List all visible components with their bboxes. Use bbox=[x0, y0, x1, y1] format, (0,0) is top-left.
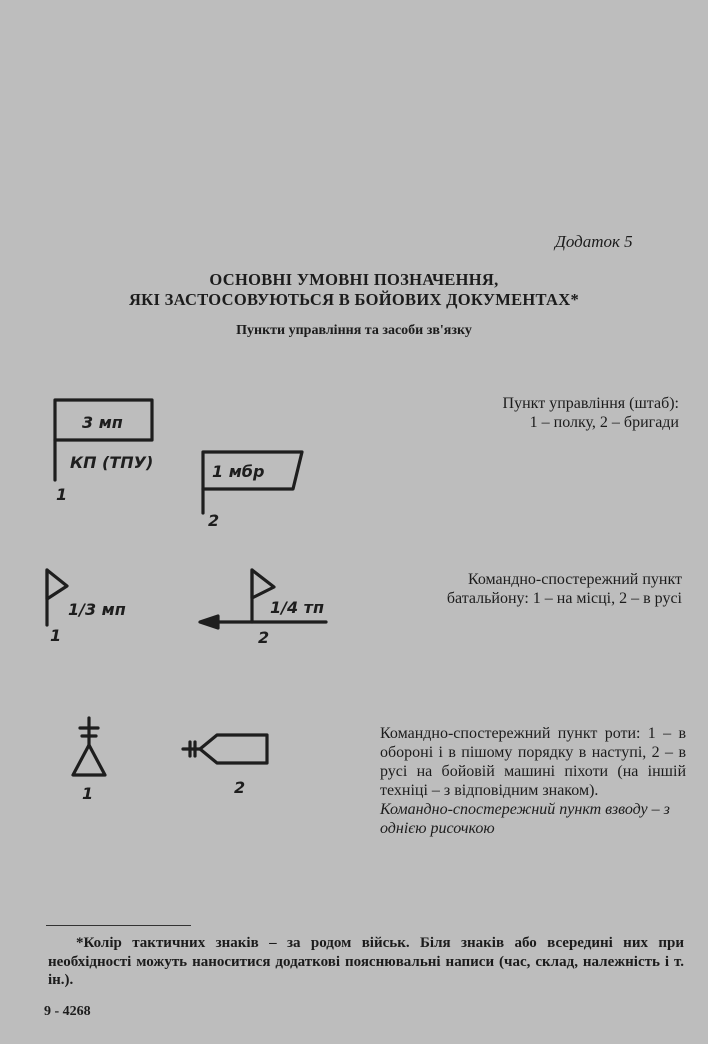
company-post-ifv-sign bbox=[183, 735, 267, 797]
sign-number-1b: 1 bbox=[50, 626, 62, 645]
battalion-flag-triangle-1 bbox=[47, 570, 67, 599]
command-post-desc-line1: Пункт управління (штаб): bbox=[502, 395, 679, 412]
battalion-post-desc-line1: Командно-спостережний пункт bbox=[467, 571, 682, 588]
battalion-post-description bbox=[380, 570, 682, 608]
footnote-rule bbox=[46, 925, 191, 926]
brigade-command-post-sign bbox=[203, 452, 302, 530]
sign-number-1a: 1 bbox=[56, 485, 68, 504]
sign-number-2b: 2 bbox=[258, 628, 270, 647]
company-post-triangle bbox=[73, 745, 105, 775]
regiment-command-post-sign bbox=[55, 400, 153, 504]
page-code: 9 - 4268 bbox=[44, 1004, 91, 1019]
tactical-signs-figure bbox=[30, 385, 340, 805]
sign-number-2c: 2 bbox=[234, 778, 246, 797]
regiment-post-label: КП (ТПУ) bbox=[70, 453, 154, 472]
battalion-post-desc-line2: батальйону: 1 – на місці, 2 – в русі bbox=[446, 590, 682, 607]
battalion-flag-triangle-2 bbox=[252, 570, 274, 598]
battalion-post-moving-sign bbox=[200, 570, 326, 647]
regiment-flag-text: 3 мп bbox=[82, 413, 123, 432]
section-subtitle: Пункти управління та засоби зв'язку bbox=[236, 323, 472, 338]
appendix-label: Додаток 5 bbox=[555, 232, 633, 251]
company-post-description bbox=[380, 724, 686, 838]
footnote: *Колір тактичних знаків – за родом військ. Біля знаків або всередині них при необхідності можуть наноситися додаткові пояснювальні написи (час, склад, належність і т. ін.). bbox=[48, 935, 684, 988]
title-line-2: ЯКІ ЗАСТОСОВУЮТЬСЯ В БОЙОВИХ ДОКУМЕНТАХ* bbox=[128, 290, 580, 309]
battalion-flag-text-1: 1/3 мп bbox=[68, 600, 126, 619]
command-post-description bbox=[375, 394, 679, 432]
battalion-post-stationary-sign bbox=[47, 570, 126, 645]
sign-number-2a: 2 bbox=[208, 511, 220, 530]
battalion-flag-text-2: 1/4 тп bbox=[270, 598, 325, 617]
company-post-desc-text: Командно-спостережний пункт роти: 1 – в обороні і в пішому порядку в наступі, 2 – в русі на бойовій машині піхоти (на іншій техніці – з відповідним знаком). bbox=[380, 725, 686, 799]
brigade-flag-text: 1 мбр bbox=[212, 462, 265, 481]
command-post-desc-line2: 1 – полку, 2 – бригади bbox=[529, 414, 679, 431]
platoon-post-note: Командно-спостережний пункт взводу – з однією рисочкою bbox=[380, 801, 670, 837]
company-post-defense-sign bbox=[73, 718, 105, 803]
movement-arrow-head bbox=[200, 616, 218, 628]
sign-number-1c: 1 bbox=[82, 784, 94, 803]
title-line-1: ОСНОВНІ УМОВНІ ПОЗНАЧЕННЯ, bbox=[209, 270, 499, 289]
ifv-body bbox=[200, 735, 267, 763]
